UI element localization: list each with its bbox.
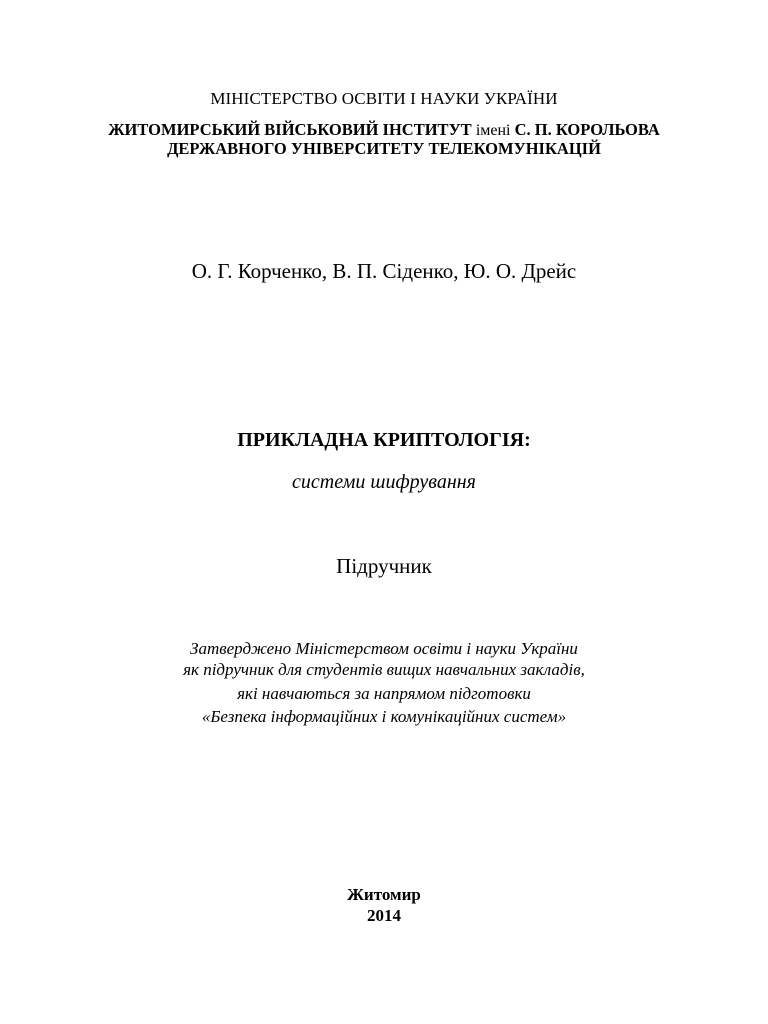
institute-name (0, 122, 768, 139)
authors: О. Г. Корченко, В. П. Сіденко, Ю. О. Дрейс (191, 259, 577, 283)
university-name: ДЕРЖАВНОГО УНІВЕРСИТЕТУ ТЕЛЕКОМУНІКАЦІЙ (167, 139, 601, 158)
institute-name-part2: С. П. КОРОЛЬОВА (514, 120, 660, 139)
approval-line: які навчаються за напрямом підготовки (237, 684, 531, 703)
book-subtitle: системи шифрування (292, 471, 476, 493)
publication-year: 2014 (367, 906, 401, 925)
approval-line: Затверджено Міністерством освіти і науки України (190, 639, 578, 658)
approval-line: «Безпека інформаційних і комунікаційних систем» (201, 707, 567, 726)
institute-name-part1: ЖИТОМИРСЬКИЙ ВІЙСЬКОВИЙ ІНСТИТУТ (108, 120, 472, 139)
publication-city: Житомир (347, 885, 421, 904)
document-type: Підручник (336, 554, 432, 578)
approval-line: як підручник для студентів вищих навчальних закладів, (183, 660, 585, 679)
ministry-heading: МІНІСТЕРСТВО ОСВІТИ І НАУКИ УКРАЇНИ (210, 89, 558, 108)
book-title: ПРИКЛАДНА КРИПТОЛОГІЯ: (237, 429, 531, 451)
institute-name-imeni: імені (475, 122, 511, 139)
